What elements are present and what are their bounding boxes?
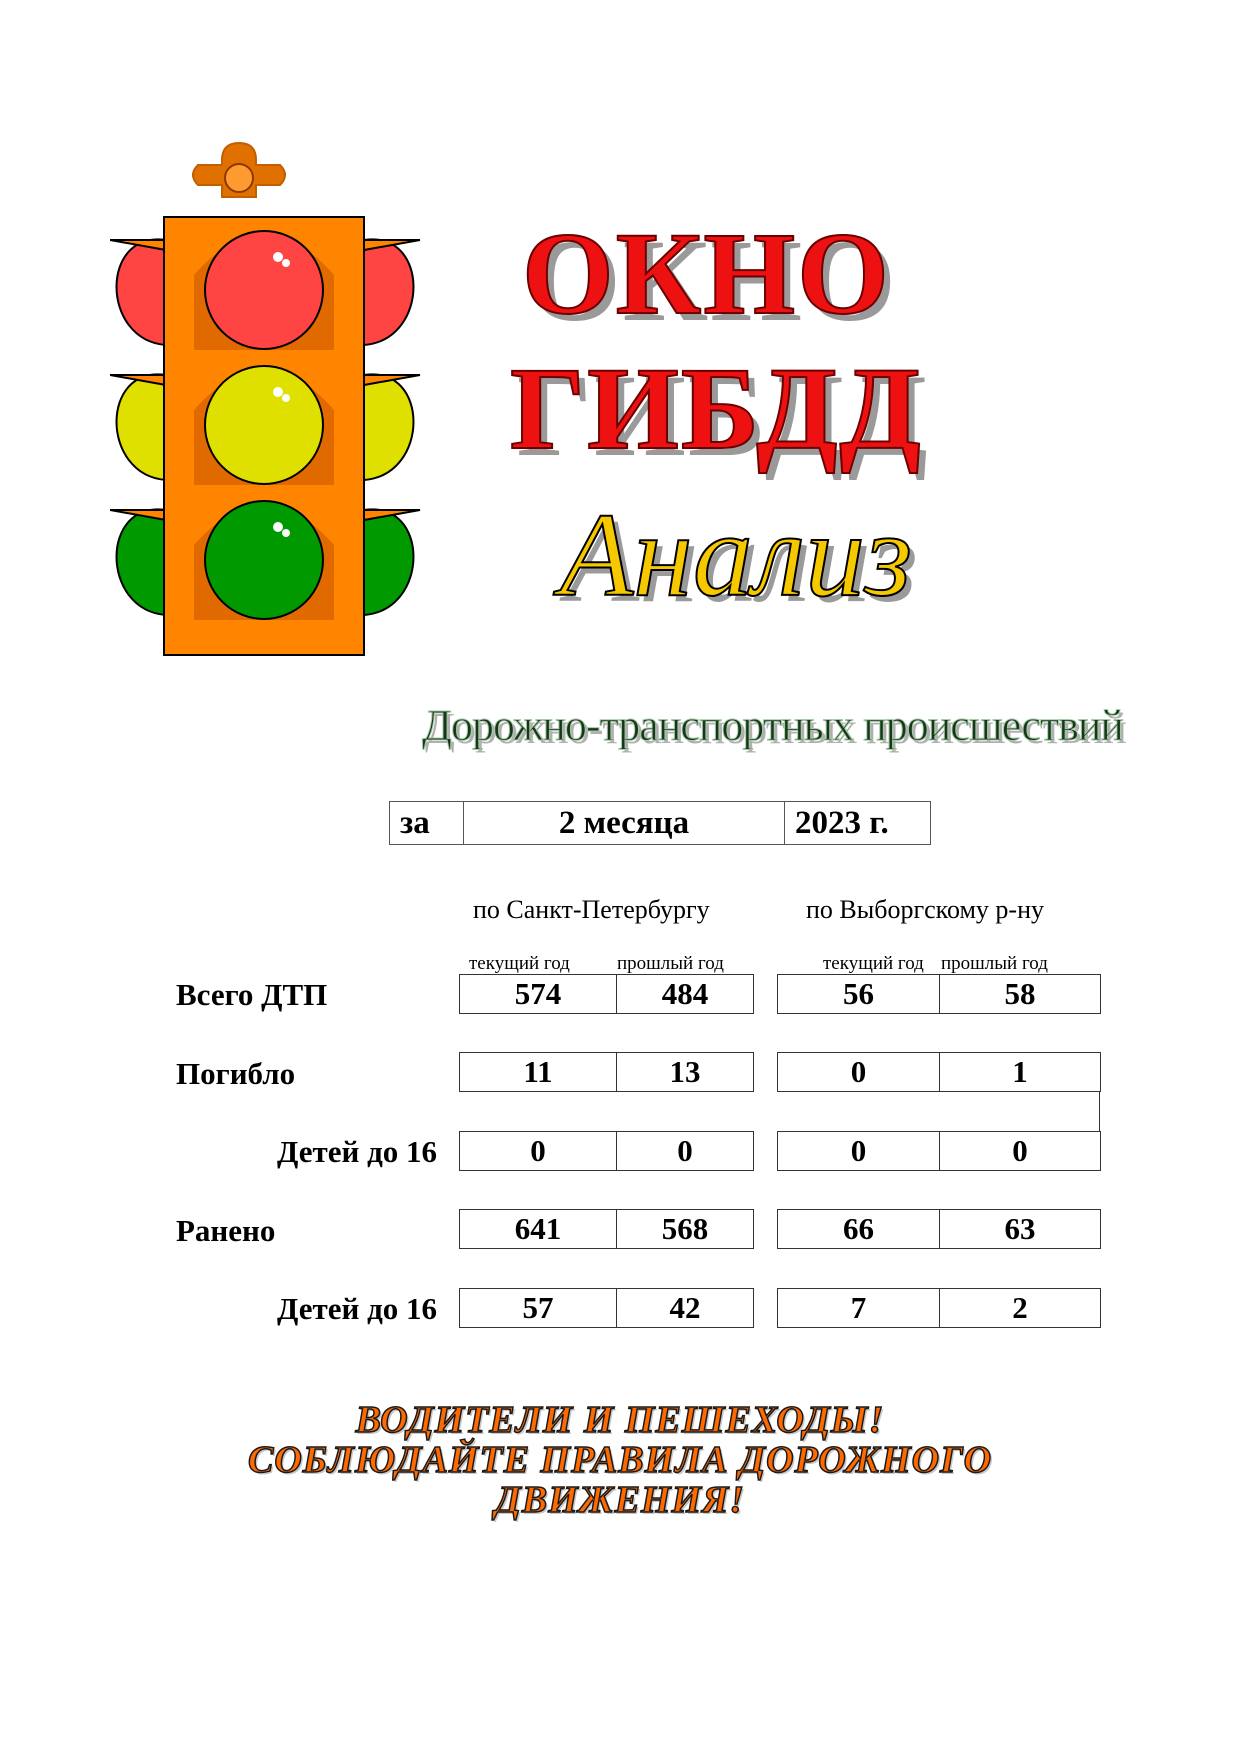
table-row (459, 974, 754, 1014)
row-label-killed: Погибло (176, 1056, 296, 1091)
table-row (459, 1131, 754, 1171)
cell-vyborg-previous: 58 (1004, 976, 1036, 1011)
row-label-injured-children: Детей до 16 (277, 1291, 437, 1326)
title-gibdd: ГИБДД (510, 343, 923, 474)
cell-vyborg-previous: 1 (1012, 1054, 1028, 1089)
cell-spb-previous: 13 (669, 1054, 701, 1089)
cell-spb-previous: 484 (661, 976, 709, 1011)
cell-spb-current: 641 (460, 1210, 617, 1248)
row-label-total: Всего ДТП (176, 977, 328, 1012)
region-spb-header: по Санкт-Петербургу (473, 895, 710, 924)
row-label-killed-children: Детей до 16 (277, 1134, 437, 1169)
cell-spb-previous: 568 (661, 1211, 709, 1246)
col-vyborg-previous: прошлый год (941, 953, 1048, 974)
cell-spb-current: 11 (460, 1053, 617, 1091)
table-row (777, 1288, 1101, 1328)
slogan-line-1: ВОДИТЕЛИ И ПЕШЕХОДЫ! (355, 1399, 885, 1441)
cell-vyborg-current: 7 (778, 1289, 940, 1327)
period-months: 2 месяца (464, 802, 785, 845)
table-row (777, 1131, 1101, 1171)
col-spb-previous: прошлый год (617, 953, 724, 974)
cell-spb-current: 574 (460, 975, 617, 1013)
title-okno: ОКНО (522, 208, 891, 339)
period-year: 2023 г. (785, 802, 931, 845)
cell-vyborg-current: 66 (778, 1210, 940, 1248)
title-analiz: Анализ (560, 488, 912, 621)
cell-vyborg-previous: 0 (1012, 1133, 1028, 1168)
table-row (459, 1052, 754, 1092)
period-prefix: за (390, 802, 464, 845)
cell-vyborg-current: 0 (778, 1132, 940, 1170)
cell-spb-previous: 42 (669, 1290, 701, 1325)
slogan-line-3: ДВИЖЕНИЯ! (494, 1479, 746, 1521)
table-row (777, 1052, 1101, 1092)
slogan-line-2: СОБЛЮДАЙТЕ ПРАВИЛА ДОРОЖНОГО (247, 1439, 993, 1481)
table-row (777, 1209, 1101, 1249)
cell-vyborg-previous: 63 (1004, 1211, 1036, 1246)
period-box (389, 801, 931, 845)
table-row (459, 1209, 754, 1249)
row-label-injured: Ранено (176, 1213, 276, 1248)
col-spb-current: текущий год (469, 953, 570, 974)
traffic-light-icon (110, 135, 430, 675)
cell-spb-current: 57 (460, 1289, 617, 1327)
cell-vyborg-current: 0 (778, 1053, 940, 1091)
cell-spb-previous: 0 (677, 1133, 693, 1168)
col-vyborg-current: текущий год (823, 953, 924, 974)
cell-spb-current: 0 (460, 1132, 617, 1170)
table-connector-line (1099, 1091, 1100, 1131)
subtitle: Дорожно-транспортных происшествий (422, 701, 1123, 750)
cell-vyborg-previous: 2 (1012, 1290, 1028, 1325)
table-row (459, 1288, 754, 1328)
slogan (0, 1400, 1240, 1520)
cell-vyborg-current: 56 (778, 975, 940, 1013)
table-row (777, 974, 1101, 1014)
region-vyborg-header: по Выборгскому р-ну (806, 895, 1044, 924)
